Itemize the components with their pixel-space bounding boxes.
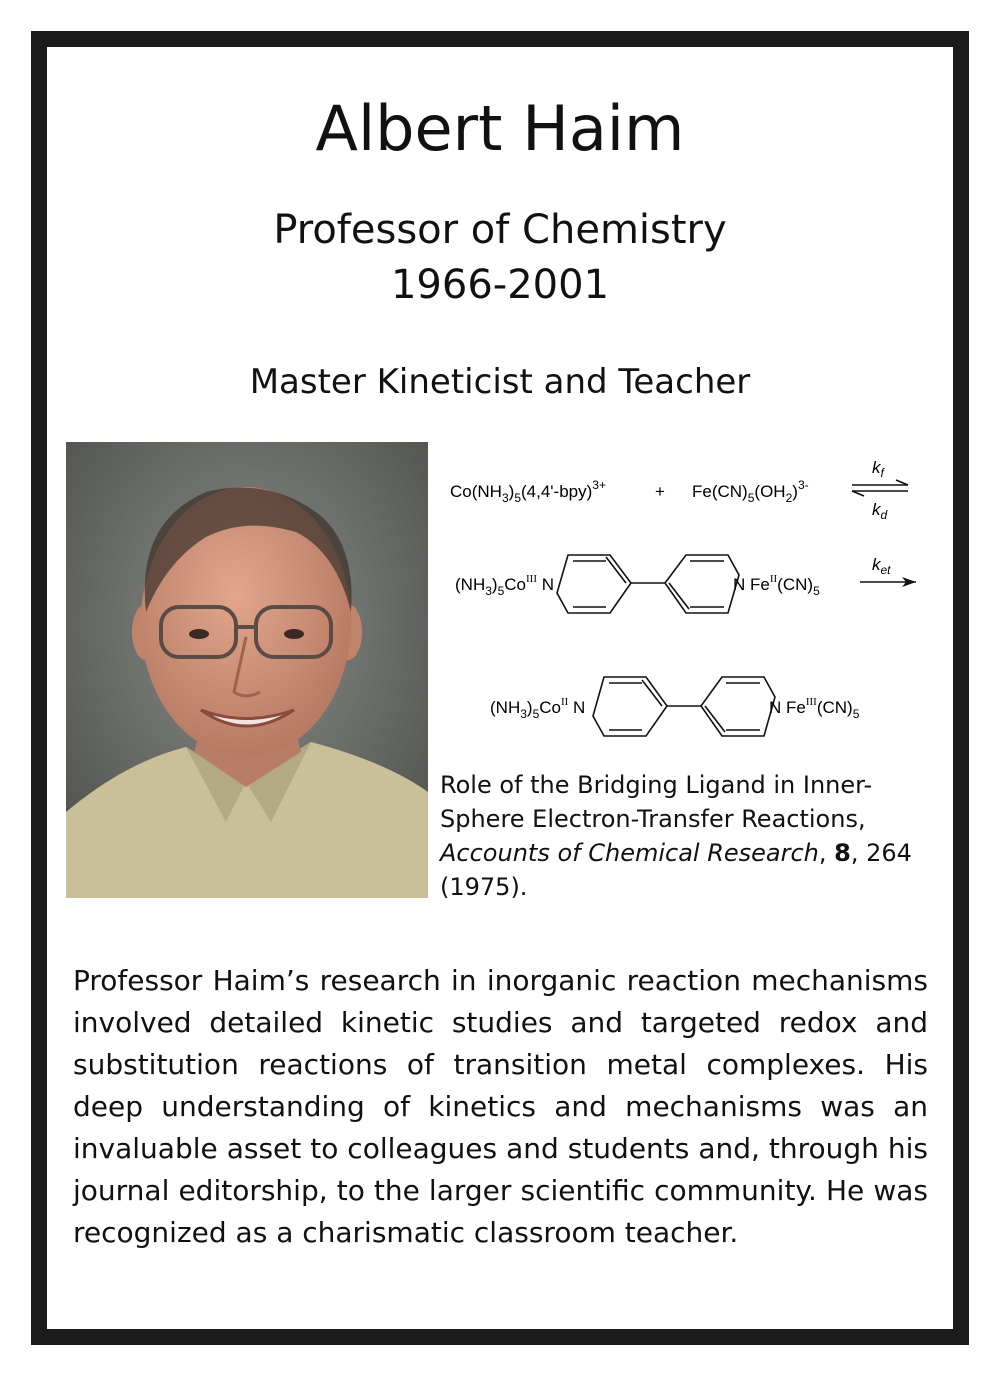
- rate-kd: $k_d$: [872, 500, 888, 522]
- citation-year: (1975).: [440, 873, 528, 901]
- citation-page: , 264: [850, 839, 912, 867]
- tagline: Master Kineticist and Teacher: [249, 362, 751, 402]
- plus-sign: +: [655, 482, 665, 501]
- product-left: $(NH_3)_5Co^{II}$ N: [490, 696, 586, 721]
- rate-kf: $k_f$: [872, 458, 884, 480]
- portrait-photo: [66, 442, 428, 898]
- intermediate-right: N $Fe^{II}(CN)_5$: [733, 573, 820, 598]
- portrait-illustration: [66, 442, 428, 898]
- citation: Role of the Bridging Ligand in Inner-Sphere Electron-Transfer Reactions, Accounts of Chemical Research, 8, 264 (1975).: [440, 771, 912, 901]
- bipyridine-ring-2: [593, 677, 775, 736]
- bipyridine-ring-1: [557, 555, 739, 613]
- citation-volume: 8: [834, 839, 851, 867]
- person-title: Professor of Chemistry: [273, 207, 727, 253]
- person-name: Albert Haim: [315, 92, 685, 165]
- eye-left: [189, 629, 209, 639]
- rate-ket: $k_{et}$: [872, 555, 891, 577]
- biography-paragraph: Professor Haim’s research in inorganic reaction mechanisms involved detailed kinetic studies and targeted redox and substitution reactions of transition metal complexes. His deep understanding of kinetics and mechanisms was an invaluable asset to colleagues and students and, through his journal editorship, to the larger scientific community. He was recognized as a charismatic classroom teacher.: [73, 964, 928, 1249]
- reaction-scheme: [440, 445, 940, 760]
- product-right: N $Fe^{III}(CN)_5$: [769, 696, 860, 721]
- reactant-1: $Co(NH_3)_5(4,4'-bpy)^{3+}$: [450, 478, 606, 505]
- citation-journal: Accounts of Chemical Research: [440, 839, 819, 867]
- eye-right: [284, 629, 304, 639]
- intermediate-left: $(NH_3)_5Co^{III}$ N: [455, 573, 554, 598]
- citation-title: Role of the Bridging Ligand in Inner-Sphere Electron-Transfer Reactions,: [440, 771, 873, 833]
- reactant-2: $Fe(CN)_5(OH_2)^{3-}$: [692, 478, 809, 505]
- tenure-years: 1966-2001: [390, 262, 610, 308]
